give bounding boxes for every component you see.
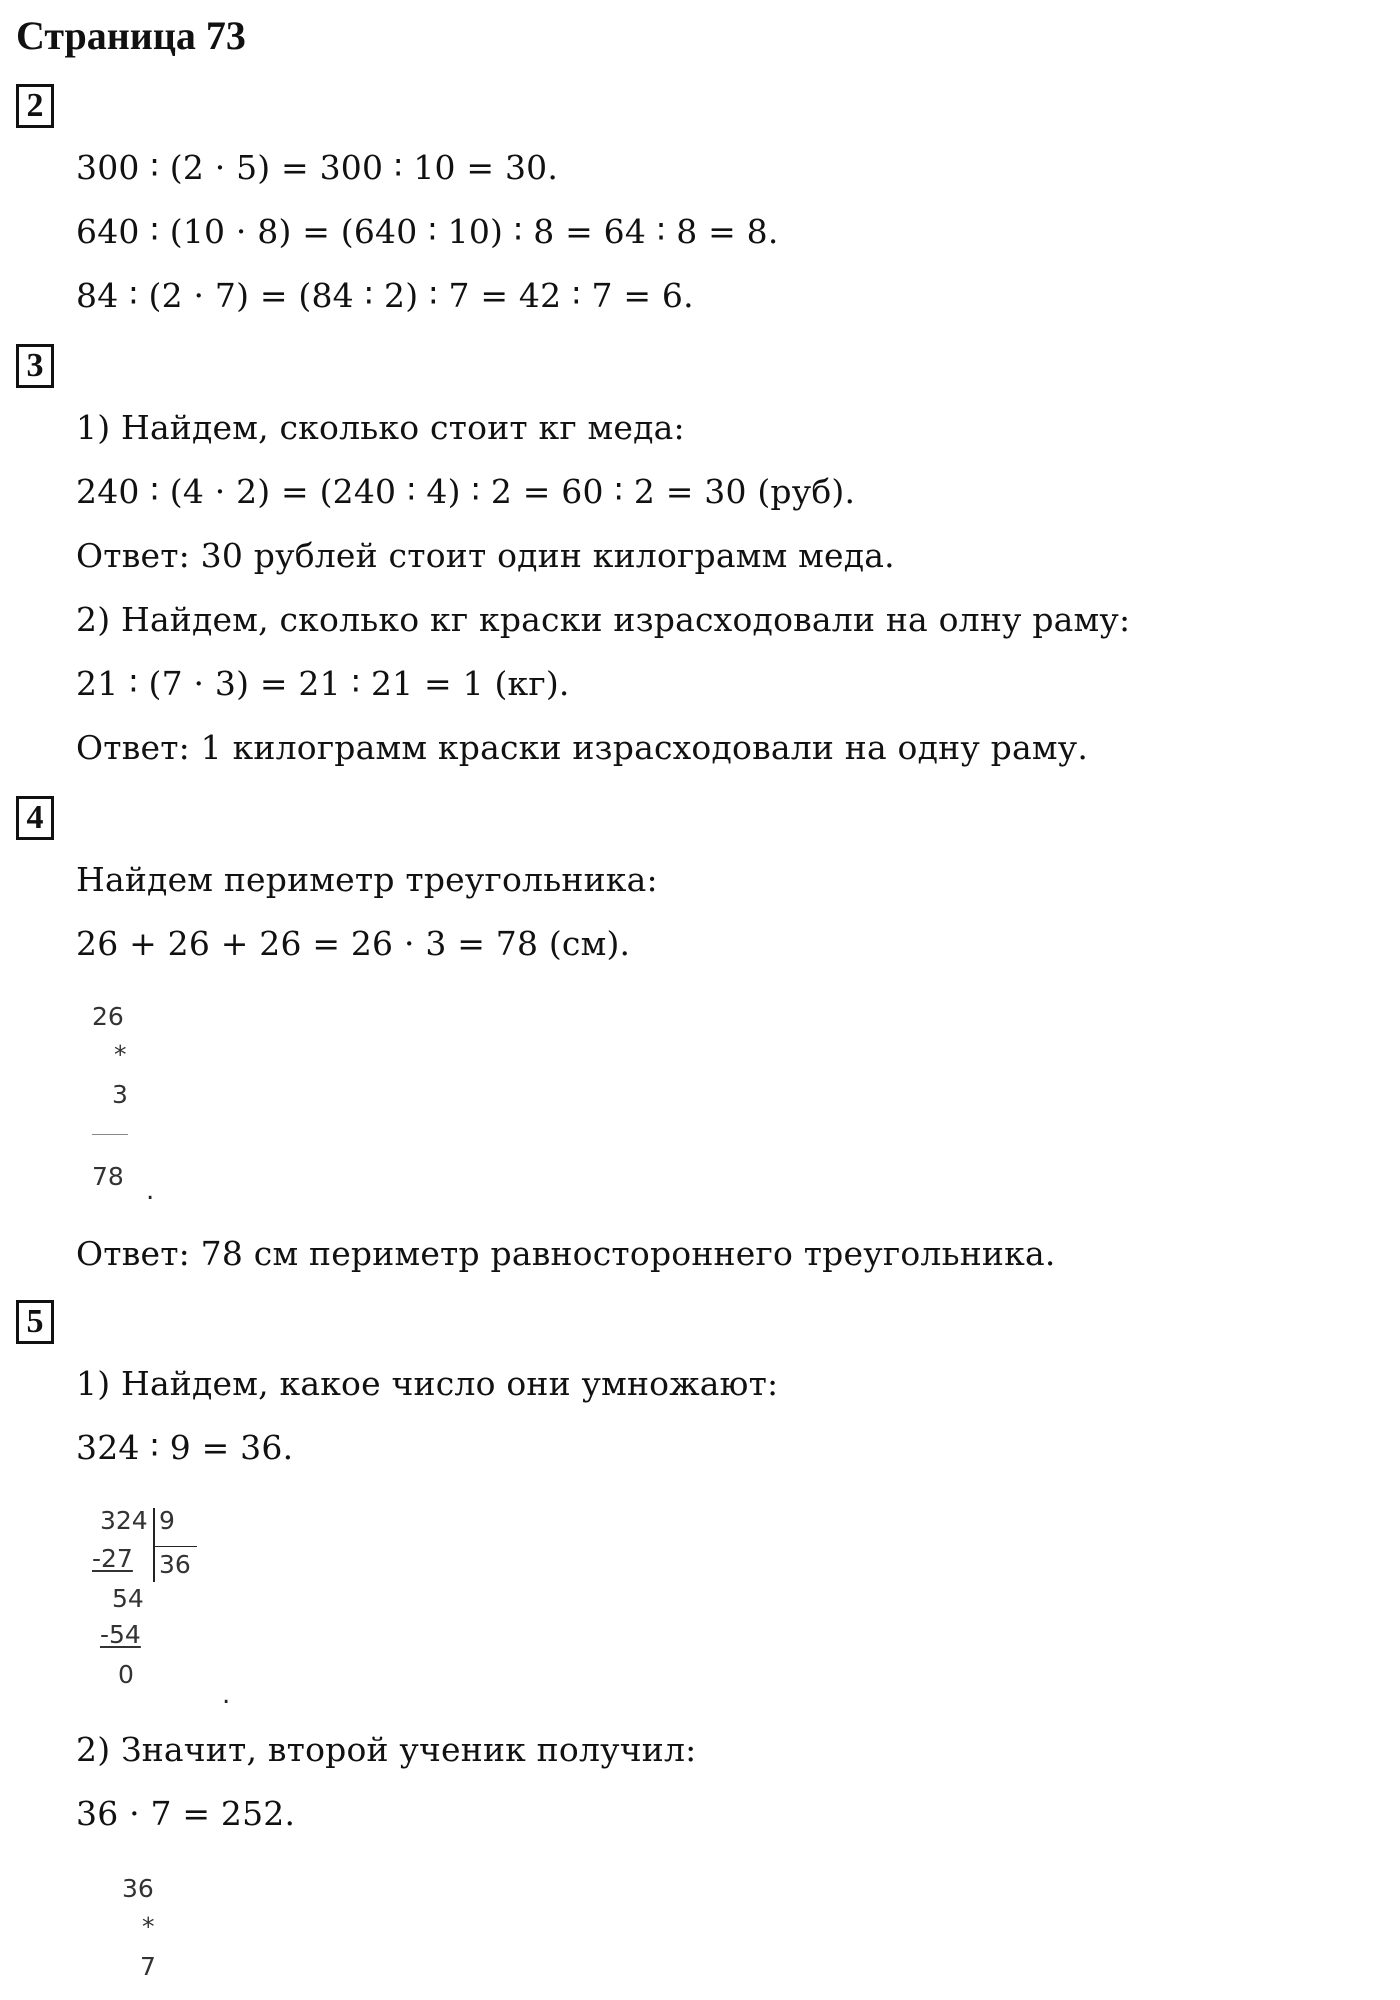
division-dividend: 324	[100, 1506, 148, 1535]
division-dot: .	[222, 1680, 231, 1710]
mult-rule	[92, 1134, 128, 1135]
division-remainder-2: 0	[118, 1660, 134, 1689]
page-title: Страница 73	[16, 13, 246, 58]
mult-dot: .	[146, 1176, 155, 1206]
division-quotient: 36	[159, 1550, 191, 1579]
division-subtract-2: -54	[100, 1620, 141, 1649]
task-number-3: 3	[16, 344, 54, 388]
division-divisor-rule	[155, 1546, 197, 1547]
task3-line-4: 2) Найдем, сколько кг краски израсходовали на олну раму:	[76, 600, 1131, 639]
division-divisor: 9	[159, 1506, 175, 1535]
task3-answer-2: Ответ: 1 килограмм краски израсходовали на одну раму.	[76, 728, 1089, 767]
mult-operator: *	[114, 1040, 127, 1069]
task4-line-1: Найдем периметр треугольника:	[76, 860, 658, 899]
mult-result: 78	[92, 1162, 124, 1191]
task-number-5: 5	[16, 1300, 54, 1344]
mult2-operator: *	[142, 1912, 155, 1941]
task3-line-5: 21 ∶ (7 · 3) = 21 ∶ 21 = 1 (кг).	[76, 664, 570, 703]
task2-line-3: 84 ∶ (2 · 7) = (84 ∶ 2) ∶ 7 = 42 ∶ 7 = 6.	[76, 276, 694, 315]
mult2-operand-a: 36	[122, 1874, 154, 1903]
task-number-2: 2	[16, 84, 54, 128]
task-number-4: 4	[16, 796, 54, 840]
division-vertical-bar	[153, 1508, 155, 1582]
task5-line-3: 2) Значит, второй ученик получил:	[76, 1730, 697, 1769]
mult2-operand-b: 7	[140, 1952, 156, 1981]
task4-line-2: 26 + 26 + 26 = 26 · 3 = 78 (см).	[76, 924, 631, 963]
task2-line-2: 640 ∶ (10 · 8) = (640 ∶ 10) ∶ 8 = 64 ∶ 8 = 8.	[76, 212, 779, 251]
task2-line-1: 300 ∶ (2 · 5) = 300 ∶ 10 = 30.	[76, 148, 559, 187]
task5-line-4: 36 · 7 = 252.	[76, 1794, 296, 1833]
task5-line-2: 324 ∶ 9 = 36.	[76, 1428, 294, 1467]
task5-line-1: 1) Найдем, какое число они умножают:	[76, 1364, 779, 1403]
task3-line-1: 1) Найдем, сколько стоит кг меда:	[76, 408, 685, 447]
mult-operand-a: 26	[92, 1002, 124, 1031]
mult-operand-b: 3	[112, 1080, 128, 1109]
division-remainder-1: 54	[112, 1584, 144, 1613]
task4-answer: Ответ: 78 см периметр равностороннего треугольника.	[76, 1234, 1056, 1273]
task3-answer-1: Ответ: 30 рублей стоит один килограмм меда.	[76, 536, 895, 575]
division-subtract-1: -27	[92, 1544, 133, 1573]
task3-line-2: 240 ∶ (4 · 2) = (240 ∶ 4) ∶ 2 = 60 ∶ 2 = 30 (руб).	[76, 472, 856, 511]
